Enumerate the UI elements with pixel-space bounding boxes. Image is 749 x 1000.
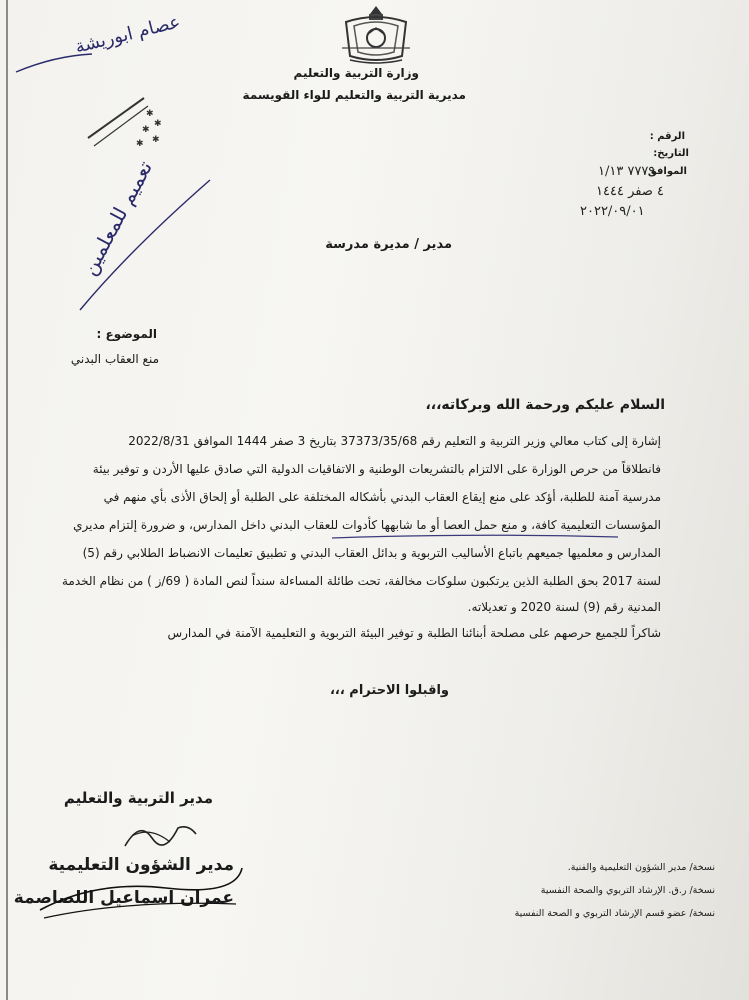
svg-text:✱: ✱ (152, 135, 160, 145)
body-line: المدارس و معلميها جميعهم باتباع الأساليب التربوية و بدائل العقاب البدني و تطبيق تعليمات الانضباط الطلابي رقم (5) (82, 546, 661, 560)
ministry-name: وزارة التربية والتعليم (293, 66, 419, 80)
page-fold-line (6, 0, 8, 1000)
svg-text:✱: ✱ (154, 119, 162, 129)
addressee: مدير / مديرة مدرسة (325, 237, 452, 252)
subject-text: منع العقاب البدني (70, 352, 159, 366)
jordan-emblem-icon (336, 4, 416, 66)
svg-text:✱: ✱ (136, 139, 144, 149)
pen-underline (330, 532, 620, 542)
hijri-date: ٤ صفر ١٤٤٤ (596, 184, 664, 199)
body-line: المؤسسات التعليمية كافة، و منع حمل العصا أو ما شابهها كأدوات للعقاب البدني داخل المدارس، و ضرورة إلتزام مديري (73, 518, 661, 532)
signature-strike (36, 860, 246, 924)
pen-stroke (70, 170, 220, 320)
body-line: شاكراً للجميع حرصهم على مصلحة أبنائنا الطلبة و توفير البيئة التربوية و التعليمية الآمنة في المدارس (167, 626, 661, 640)
reference-corresponding-label: الموافق (647, 166, 687, 177)
affairs-title: مدير الشؤون التعليمية (48, 855, 234, 875)
stamp-icon (84, 94, 170, 152)
copy-line: نسخة/ ر.ق. الإرشاد التربوي والصحة النفسية (540, 885, 715, 896)
signatory-name: عمران اسماعيل اللصاصمة (13, 888, 234, 908)
body-line: فانطلاقاً من حرص الوزارة على الالتزام بالتشريعات الوطنية و الاتفاقيات الدولية التي صادق عليها الأردن و توفير بيئة (92, 462, 661, 476)
subject-label: الموضوع : (96, 327, 157, 341)
body-line: المدنية رقم (9) لسنة 2020 و تعديلاته. (467, 600, 661, 614)
copy-line: نسخة/ عضو قسم الإرشاد التربوي و الصحة النفسية (514, 908, 715, 919)
copy-line: نسخة/ مدير الشؤون التعليمية والفنية. (567, 862, 715, 873)
body-line: مدرسية آمنة للطلبة، أؤكد على منع إيقاع العقاب البدني بأشكاله المختلفة على الطلبة أو إلحاق الأذى بأي منهم في (103, 490, 661, 504)
body-line: إشارة إلى كتاب معالي وزير التربية و التعليم رقم 37373/35/68 بتاريخ 3 صفر 1444 الموافق 2022/8/31 (128, 434, 661, 448)
reference-number-value: ٧٧٧٩ ١/١٣ (598, 164, 656, 179)
directorate-name: مديرية التربية والتعليم للواء القويسمة (242, 88, 466, 102)
body-line: لسنة 2017 بحق الطلبة الذين يرتكبون سلوكات مخالفة، تحت طائلة المساءلة سنداً لنص المادة ( 69/ز ) من نظام الخدمة (61, 574, 661, 588)
handwritten-note: تعميم للمعلمين (76, 156, 158, 280)
svg-text:✱: ✱ (142, 125, 150, 135)
gregorian-date: ٢٠٢٢/٠٩/٠١ (580, 204, 645, 219)
director-title: مدير التربية والتعليم (63, 789, 213, 807)
closing: واقبلوا الاحترام ،،، (329, 683, 449, 698)
svg-text:✱: ✱ (146, 109, 154, 119)
pen-stroke (14, 50, 94, 76)
signature-mark (120, 816, 200, 854)
reference-number-label: الرقم : (649, 131, 685, 142)
reference-date-label: التاريخ: (653, 148, 689, 159)
handwritten-name: عصام ابوريشة (73, 11, 183, 58)
greeting: السلام عليكم ورحمة الله وبركاته،،، (425, 397, 665, 413)
